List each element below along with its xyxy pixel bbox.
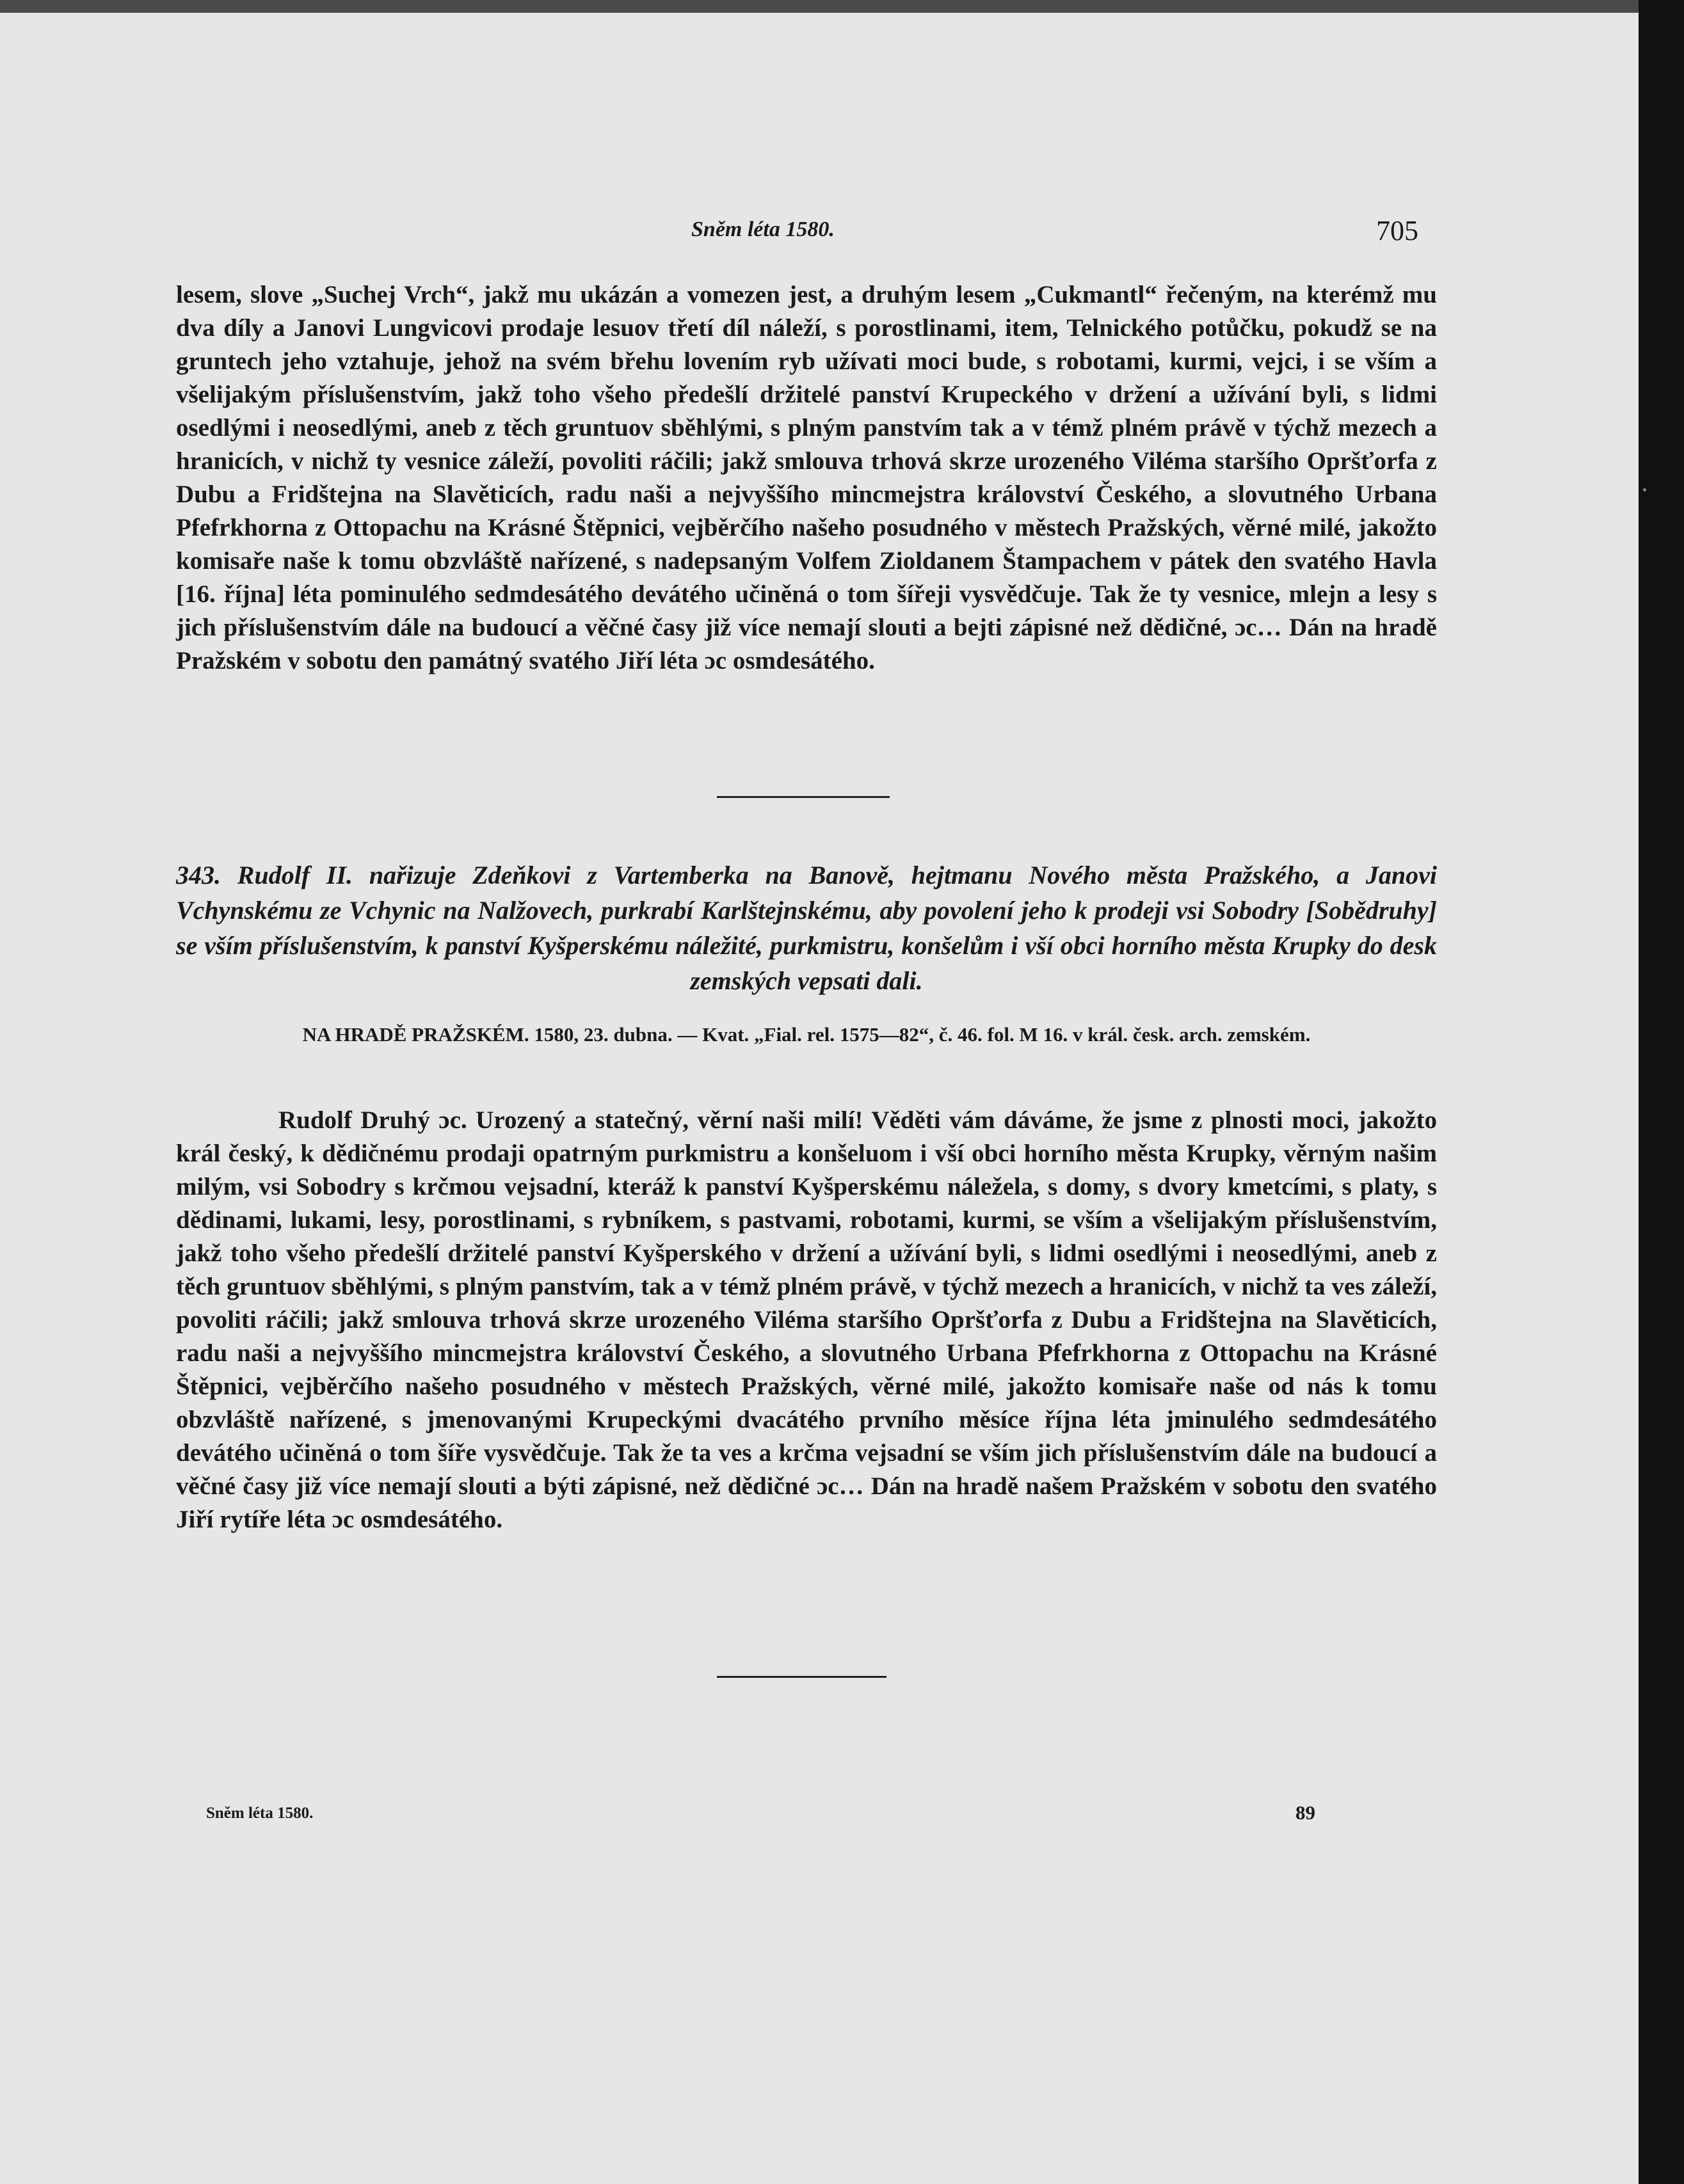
source-note: NA HRADĚ PRAŽSKÉM. 1580, 23. dubna. — Kvat. „Fial. rel. 1575—82“, č. 46. fol. M 16. v král. česk. arch. zemském. bbox=[302, 1023, 1311, 1046]
scan-top-edge bbox=[0, 0, 1684, 13]
document-summary: 343. Rudolf II. nařizuje Zdeňkovi z Vartemberka na Banově, hejtmanu Nového města Pražského, a Janovi Vchynskému ze Vchynic na Nalžovech, purkrabí Karlštejnskému, aby povolení jeho k prodeji vsi Sobodry [Sobědruhy] se vším příslušenstvím, k panství Kyšperskému náležité, purkmistru, konšelům i vší obci horního města Krupky do desk zemských vepsati dali. bbox=[176, 861, 1437, 995]
scan-border bbox=[1639, 0, 1684, 2184]
document-body: Rudolf Druhý ɔc. Urozený a statečný, věrní naši milí! Věděti vám dáváme, že jsme z plnosti moci, jakožto král český, k dědičnému prodaji opatrným purkmistru a konšeluom i vší obci horního města Krupky, věrným našim milým, vsi Sobodry s krčmou vejsadní, kteráž k panství Kyšperskému náležela, s domy, s dvory kmetcími, s platy, s dědinami, lukami, lesy, porostlinami, s rybníkem, s pastvami, robotami, kurmi, se vším a všelijakým příslušenstvím, jakž toho všeho předešlí držitelé panství Kyšperského v držení a užívání byli, s lidmi osedlými i neosedlými, aneb z těch gruntuov sběhlými, s plným panstvím, tak a v témž plném právě, v týchž mezech a hranicích, v nichž ta ves záleží, povoliti ráčili; jakž smlouva trhová skrze urozeného Viléma staršího Opršťorfa z Dubu a Fridštejna na Slavěticích, radu naši a nejvyššího mincmejstra království Českého, a slovutného Urbana Pfefrkhorna z Ottopachu na Krásné Štěpnici, vejběrčího našeho posudného v městech Pražských, věrné milé, jakožto komisaře naše od nás k tomu obzvláště nařízené, s jmenovanými Krupeckými dvacátého prvního měsíce října léta jminulého sedmdesátého devátého učiněná o tom šíře vysvědčuje. Tak že ta ves a krčma vejsadní se vším jich příslušenstvím dále na budoucí a věčné časy již více nemají slouti a býti zápisné, než dědičné ɔc… Dán na hradě našem Pražském v sobotu den svatého Jiří rytíře léta ɔc osmdesátého. bbox=[176, 1106, 1437, 1533]
closing-divider bbox=[717, 1676, 886, 1678]
section-divider bbox=[717, 796, 890, 798]
page-number: 705 bbox=[1376, 215, 1418, 246]
running-head: Sněm léta 1580. bbox=[691, 218, 835, 241]
scan-speck bbox=[1643, 488, 1646, 491]
print-signature: Sněm léta 1580. bbox=[206, 1805, 314, 1822]
continuation-paragraph: lesem, slove „Suchej Vrch“, jakž mu ukázán a vomezen jest, a druhým lesem „Cukmantl“ řečeným, na kterémž mu dva díly a Janovi Lungvicovi prodaje lesuov třetí díl náleží, s porostlinami, item, Telnického potůčku, pokudž se na gruntech jeho vztahuje, jehož na svém břehu lovením ryb užívati moci bude, s robotami, kurmi, vejci, i se vším a všelijakým příslušenstvím, jakž toho všeho předešlí držitelé panství Krupeckého v držení a užívání byli, s lidmi osedlými i neosedlými, aneb z těch gruntuov sběhlými, s plným panstvím tak a v témž plném právě v týchž mezech a hranicích, v nichž ty vesnice záleží, povoliti ráčili; jakž smlouva trhová skrze urozeného Viléma staršího Opršťorfa z Dubu a Fridštejna na Slavěticích, radu naši a nejvyššího mincmejstra království Českého, a slovutného Urbana Pfefrkhorna z Ottopachu na Krásné Štěpnici, vejběrčího našeho posudného v městech Pražských, věrné milé, jakožto komisaře naše k tomu obzvláště nařízené, s nadepsaným Volfem Zioldanem Štampachem v pátek den svatého Havla [16. října] léta pominulého sedmdesátého devátého učiněná o tom šířeji vysvědčuje. Tak že ty vesnice, mlejn a lesy s jich příslušenstvím dále na budoucí a věčné časy již více nemají slouti a bejti zápisné než dědičné, ɔc… Dán na hradě Pražském v sobotu den památný svatého Jiří léta ɔc osmdesátého. bbox=[176, 281, 1437, 674]
sheet-number: 89 bbox=[1295, 1801, 1315, 1824]
